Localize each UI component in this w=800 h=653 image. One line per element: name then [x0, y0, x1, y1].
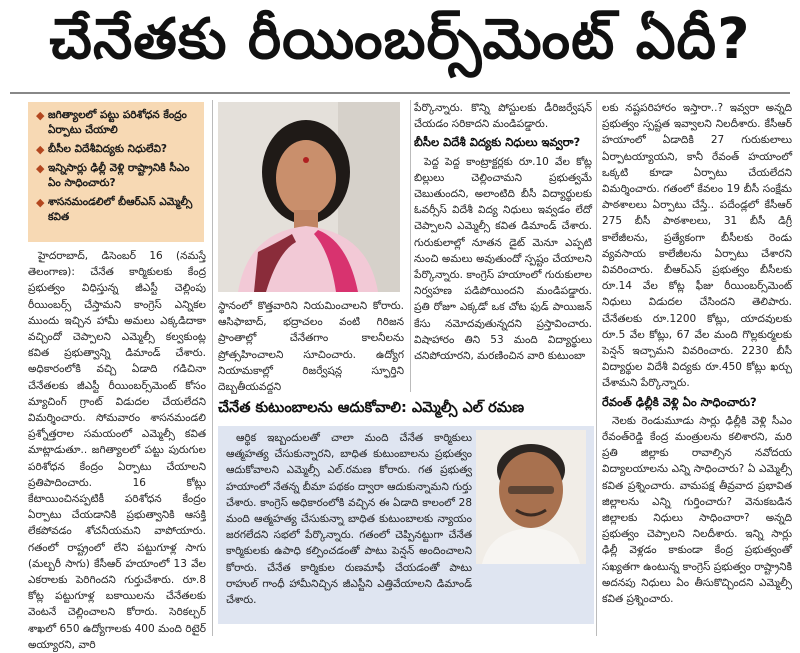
headline-rule — [10, 92, 790, 94]
ramana-box-title: చేనేత కుటుంబాలను ఆదుకోవాలి: ఎమ్మెల్సీ ఎల్ రమణ — [218, 400, 525, 416]
article-column-2 — [218, 298, 404, 394]
section-subheading: రేవంత్ ఢిల్లీకి వెళ్లి ఏం సాధించారు? — [602, 394, 757, 409]
article-column-4 — [602, 100, 792, 636]
highlight-text: జగిత్యాలలో పట్టు పరిశోధన కేంద్రం ఏర్పాటు చేయాలి — [48, 109, 187, 136]
article-paragraph: పేర్కొన్నారు. కొన్ని పోస్టులకు డీరిజర్వేషన్ చేయడం సరికాదని మండిపడ్డారు. — [414, 102, 592, 131]
highlight-item — [36, 108, 198, 138]
headline: చేనేతకు రీయింబర్స్‌మెంట్ ఏదీ? — [49, 6, 751, 72]
column-divider-3 — [596, 100, 597, 636]
column-divider-1 — [212, 100, 213, 636]
article-column-3 — [414, 100, 592, 396]
article-paragraph: లకు నష్టపరిహారం ఇస్తారా..? ఇవ్వరా అన్నది ప్రభుత్వం స్పష్టత ఇవ్వాలని నిలదీశారు. కేసీఆర్ హయాంలో ఏడాదికి 27 గురుకులాలు ఏర్పాటయ్యాయని, కానీ రేవంత్ హయాంలో ఒక్కటి కూడా ఏర్పాటు చేయలేదని విమర్శించారు. గతంలో కేవలం 19 బీసీ సంక్షేమ పాఠశాలలు ఏర్పాటు చేస్తే.. పదేండ్లలో కేసీఆర్ 275 బీసీ పాఠశాలలు, 31 బీసీ డిగ్రీ కాలేజీలను, ప్రత్యేకంగా బీసీలకు రెండు వ్యవసాయ కాలేజీలను ఏర్పాటు చేశారని వివరించారు. బీఆర్ఎస్ ప్రభుత్వం బీసీలకు రూ.14 వేల కోట్ల ఫీజు రీయింబర్స్‌మెంట్ నిధులు విడుదల చేసిందని తెలిపారు. చేనేతలకు రూ.1200 కోట్లు, యాదవులకు రూ.5 వేల కోట్లు, 67 వేల మంది గొల్లకుర్మలకు పెన్షన్ ఇచ్చామని వివరించారు. 2230 బీసీ విద్యార్థుల విదేశీ విద్యకు రూ.450 కోట్లు ఖర్చు చేశామని పేర్కొన్నారు. — [602, 102, 792, 390]
kavitha-portrait-icon — [218, 102, 400, 292]
article-paragraph: హైదరాబాద్, డిసెంబర్ 16 (నమస్తే తెలంగాణ): చేనేత కార్మికులకు కేంద్ర ప్రభుత్వం విధిస్తున్న జీఎస్టీ చెల్లింపు రీయింబర్స్ చేస్తామని కాంగ్రెస్ ఎన్నికల ముందు ఇచ్చిన హామీ అమలు ఎక్కడిదాకా వచ్చిందో చెప్పాలని ఎమ్మెల్సీ కల్వకుంట్ల కవిత ప్రభుత్వాన్ని డిమాండ్ చేశారు. అధికారంలోకి వచ్చి ఏడాది గడిచినా చేనేతలకు జీఎస్టీ రీయింబర్స్‌మెంట్ కోసం మ్యాచింగ్ గ్రాంట్ విడుదల చేయలేదని విమర్శించారు. సోమవారం శాసనమండలి ప్రశ్నోత్తరాల సమయంలో ఎమ్మెల్సీ కవిత మాట్లాడుతూ.. జగిత్యాలలో పట్టు పురుగుల పరిశోధన కేంద్రం ఏర్పాటు చేయాలని ప్రతిపాదించారు. 16 కోట్లు కేటాయించినప్పటికీ పరిశోధన కేంద్రం ఏర్పాటు చేయడానికి ప్రభుత్వానికి ఆసక్తి లేకపోవడం శోచనీయమని వాపోయారు. గతంలో రాష్ట్రంలో లేని పట్టుగూళ్ల సాగు (మల్బరీ సాగు) కేసీఆర్ హయాంలో 13 వేల ఎకరాలకు పెరిగిందని గుర్తుచేశారు. రూ.8 కోట్ల పట్టుగూళ్ల బకాయిలను చేనేతలకు వెంటనే చెల్లించాలని కోరారు. సెరికల్చర్ శాఖలో 650 ఉద్యోగాలకు 400 మంది రిటైర్ అయ్యారని, వారి — [28, 250, 206, 651]
kavitha-photo — [218, 102, 400, 292]
column-divider-2 — [410, 100, 411, 392]
ramana-portrait-icon — [476, 430, 586, 564]
bullet-icon: ◆ — [36, 109, 45, 122]
bullet-icon: ◆ — [36, 162, 45, 175]
bullet-icon: ◆ — [36, 196, 45, 209]
highlight-item — [36, 195, 198, 225]
article-paragraph: ఆర్థిక ఇబ్బందులతో చాలా మంది చేనేత కార్మికులు ఆత్మహత్య చేసుకున్నారని, బాధిత కుటుంబాలను ప్రభుత్వం ఆదుకోవాలని ఎమ్మెల్సీ ఎల్.రమణ కోరారు. గత ప్రభుత్వ హయాంలో నేతన్న బీమా పథకం ద్వారా ఆదుకున్నామని గుర్తు చేశారు. కాంగ్రెస్ అధికారంలోకి వచ్చిన ఈ ఏడాది కాలంలో 28 మంది ఆత్మహత్య చేసుకున్నా బాధిత కుటుంబాలకు న్యాయం జరగలేదని సభలో పేర్కొన్నారు. గతంలో చెప్పినట్టుగా చేనేత కార్మికులకు ఉపాధి కల్పించడంతో పాటు పెన్షన్ అందించాలని కోరారు. చేనేత కార్మికుల రుణమాఫీ చేయడంతో పాటు రాహుల్ గాంధీ హామీనిచ్చిన జీఎస్టీని ఎత్తివేయాలని డిమాండ్ చేశారు. — [226, 432, 472, 607]
highlight-item — [36, 161, 198, 191]
article-paragraph: స్థానంలో కొత్తవారిని నియమించాలని కోరారు. ఆసిఫాబాద్, భద్రాచలం వంటి గిరిజన ప్రాంతాల్లో చేనేతగాం కాలనీలను ప్రోత్సహించాలని సూచించారు. ఉద్యోగ నియామకాల్లో రిజర్వేషన్ల స్ఫూర్తిని దెబ్బతీయవద్దని — [218, 300, 404, 394]
article-column-1 — [28, 248, 206, 651]
ramana-photo — [476, 430, 586, 564]
highlight-item — [36, 142, 198, 157]
highlight-text: బీసీల విదేశీవిద్యకు నిధులేవి? — [48, 143, 168, 155]
article-paragraph: పెద్ద పెద్ద కాంట్రాక్టర్లకు రూ.10 వేల కోట్ల బిల్లులు చెల్లించామని ప్రభుత్వమే చెబుతుందని, అలాంటిది బీసీ విద్యార్థులకు ఓవర్సీస్ విదేశీ విద్య నిధులు ఇవ్వడం లేదో చెప్పాలని ఎమ్మెల్సీ కవిత డిమాండ్ చేశారు. గురుకులాల్లో నూతన డైట్ మెనూ ఎప్పటి నుంచి అమలు అవుతుందో స్పష్టం చేయాలని పేర్కొన్నారు. కాంగ్రెస్ హయాంలో గురుకులాల నిర్వహణ పడిపోయిందని మండిపడ్డారు. ప్రతి రోజూ ఎక్కడో ఒక చోట ఫుడ్ పాయిజన్ కేసు నమోదవుతున్నదని ప్రస్తావించారు. విషాహారం తిని 53 మంది విద్యార్థులు చనిపోయారని, మరణించిన వారి కుటుంబా — [414, 155, 592, 363]
section-subheading: బీసీల విదేశీ విద్యకు నిధులు ఇవ్వరా? — [414, 135, 581, 150]
highlight-text: శాసనమండలిలో బీఆర్ఎస్ ఎమ్మెల్సీ కవిత — [48, 196, 193, 223]
bullet-icon: ◆ — [36, 143, 45, 156]
highlights-box — [28, 102, 204, 242]
ramana-box-text — [226, 430, 472, 620]
highlight-text: ఇన్నిసార్లు ఢిల్లీ వెళ్లి రాష్ట్రానికి సీఎం ఏం సాధించారు? — [48, 162, 190, 189]
article-paragraph: నెలకు రెండుమూడు సార్లు ఢిల్లీకి వెళ్లి సీఎం రేవంత్‌రెడ్డి కేంద్ర మంత్రులను కలిశారని, మరి ప్రతి జిల్లాకు రావాల్సిన నవోదయ విద్యాలయాలను ఎన్ని సాధించారు? ఏ ఎమ్మెల్సీ కవిత ప్రశ్నించారు. వామపక్ష తీవ్రవాద ప్రభావిత జిల్లాలను ఎన్ని గుర్తించారు? వెనుకబడిన జిల్లాలకు నిధులు సాధించారా? అన్నది ప్రభుత్వం చెప్పాలని నిలదీశారు. ఇన్ని సార్లు ఢిల్లీ వెళ్లడం కాకుండా కేంద్ర ప్రభుత్వంతో సఖ్యతగా ఉంటున్న కాంగ్రెస్ ప్రభుత్వం రాష్ట్రానికి అదనపు నిధులు ఏం తీసుకొచ్చిందని ఎమ్మెల్సీ కవిత ప్రశ్నించారు. — [602, 414, 792, 606]
